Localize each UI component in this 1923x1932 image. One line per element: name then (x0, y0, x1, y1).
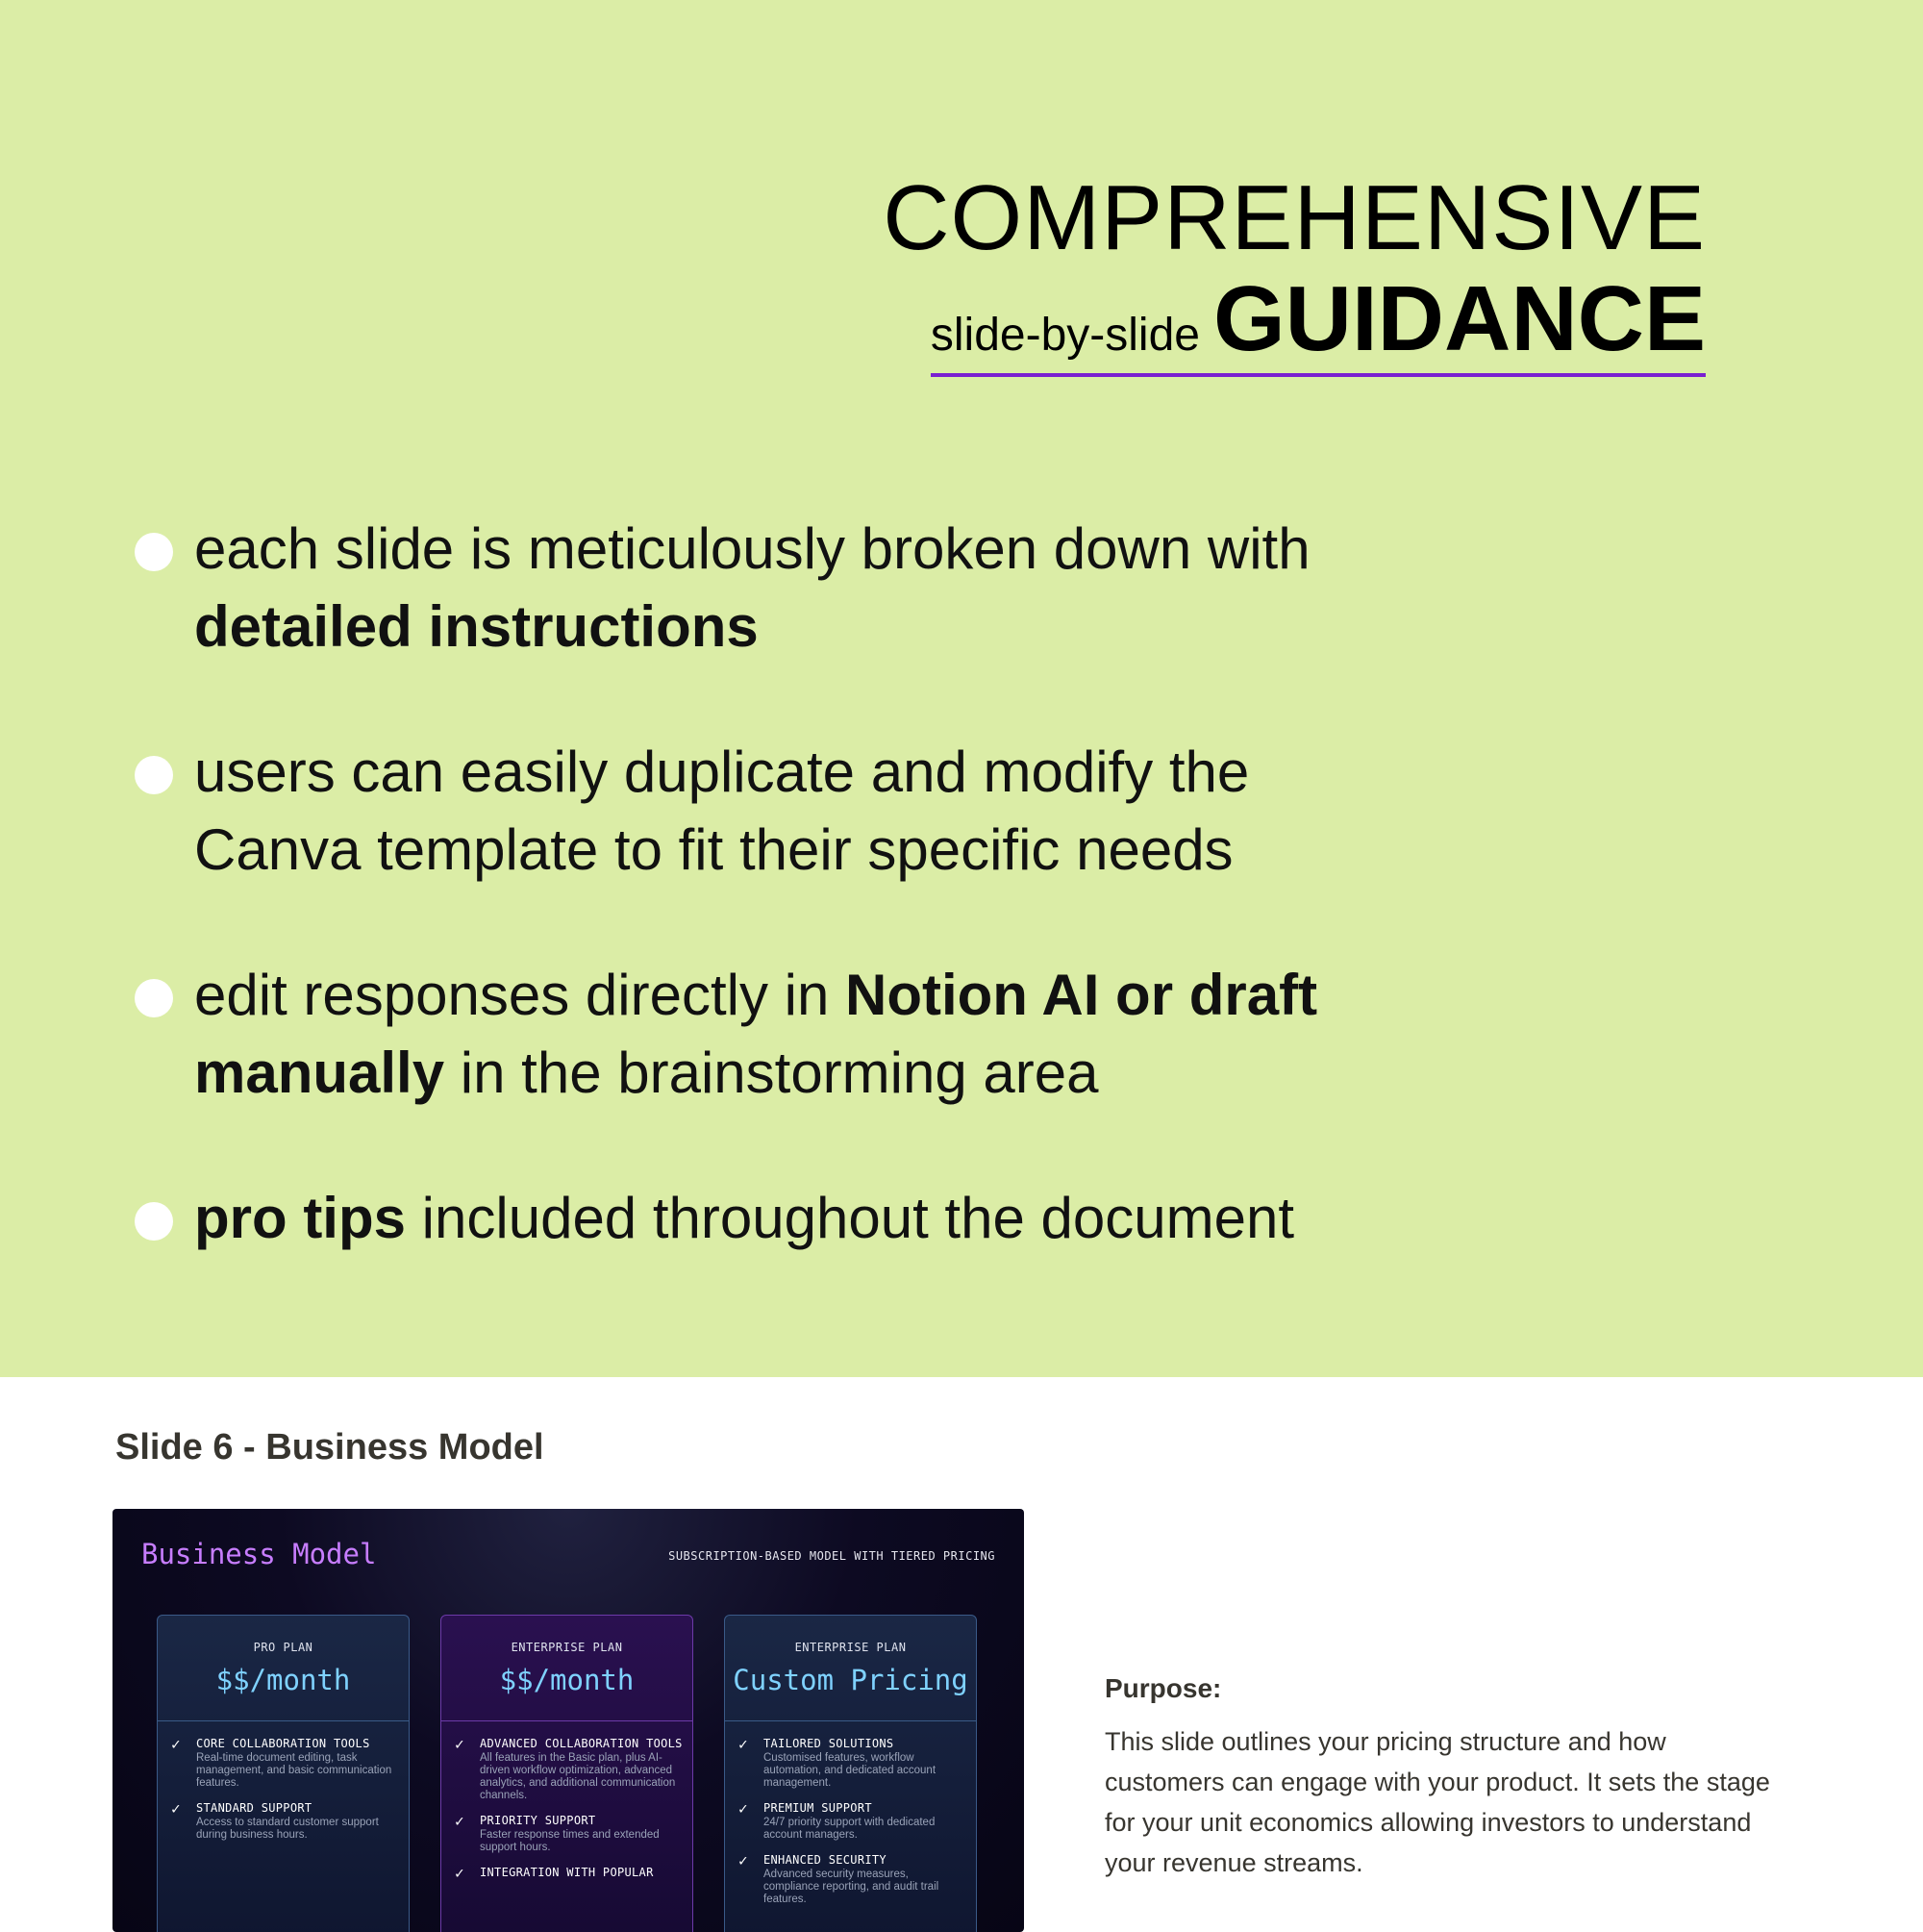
plan-card-enterprise (440, 1615, 693, 1932)
plan-card-custom (724, 1615, 977, 1932)
hero-title-line1: COMPREHENSIVE (883, 166, 1706, 269)
slide-preview-image[interactable] (112, 1509, 1024, 1932)
bullet-bold-text: pro tips (194, 1186, 406, 1250)
check-icon: ✓ (455, 1812, 464, 1830)
feature-item (455, 1814, 683, 1854)
feature-title: INTEGRATION WITH POPULAR (480, 1866, 654, 1879)
bullet-item (135, 956, 1385, 1112)
hero-title-small: slide-by-slide (930, 310, 1200, 361)
feature-title: ADVANCED COLLABORATION TOOLS (480, 1737, 683, 1750)
feature-item (738, 1737, 966, 1790)
feature-title: TAILORED SOLUTIONS (763, 1737, 894, 1750)
plan-label: PRO PLAN (253, 1641, 313, 1654)
slide-heading: Slide 6 - Business Model (115, 1427, 544, 1468)
purpose-text: This slide outlines your pricing structure and how customers can engage with your product. It sets the stage for your unit economics allowing investors to understand your revenue streams. (1105, 1727, 1770, 1877)
feature-description: 24/7 priority support with dedicated account managers. (763, 1817, 936, 1841)
feature-description: Real-time document editing, task management, and basic communication features. (196, 1752, 392, 1789)
bullet-text: users can easily duplicate and modify the Canva template to fit their specific needs (194, 740, 1250, 882)
bullet-text-after: included throughout the document (406, 1186, 1294, 1250)
check-icon: ✓ (455, 1735, 464, 1753)
bullet-item (135, 1179, 1385, 1257)
bullet-dot-icon (135, 1202, 173, 1241)
plan-label: ENTERPRISE PLAN (794, 1641, 907, 1654)
bullet-bold-text: detailed instructions (194, 594, 759, 659)
feature-description: Faster response times and extended support hours. (480, 1829, 660, 1853)
bullet-bold-text: Notion AI or draft manually (194, 963, 1318, 1105)
feature-item (738, 1801, 966, 1842)
feature-title: PRIORITY SUPPORT (480, 1814, 596, 1827)
feature-description: All features in the Basic plan, plus AI-driven workflow optimization, advanced analytics, and additional communication channels. (480, 1752, 676, 1801)
purpose-label: Purpose: (1105, 1673, 1222, 1703)
hero-title-big: GUIDANCE (1212, 267, 1706, 370)
bullet-text: edit responses directly in (194, 963, 845, 1027)
check-icon: ✓ (455, 1864, 464, 1882)
plan-header (441, 1616, 692, 1721)
feature-item (455, 1866, 683, 1880)
bullet-text-after: in the brainstorming area (444, 1041, 1099, 1105)
purpose-block (1105, 1673, 1778, 1883)
feature-title: PREMIUM SUPPORT (763, 1801, 872, 1815)
bullet-dot-icon (135, 533, 173, 571)
plan-card-pro (157, 1615, 410, 1932)
plan-price: Custom Pricing (733, 1664, 968, 1696)
check-icon: ✓ (738, 1799, 748, 1818)
preview-subtitle: SUBSCRIPTION-BASED MODEL WITH TIERED PRICING (668, 1549, 995, 1563)
check-icon: ✓ (171, 1799, 181, 1818)
plan-features (158, 1721, 409, 1842)
feature-item (171, 1737, 399, 1790)
document-section (0, 1377, 1923, 1923)
plan-header (158, 1616, 409, 1721)
check-icon: ✓ (738, 1735, 748, 1753)
feature-item (738, 1853, 966, 1906)
preview-title: Business Model (141, 1538, 377, 1570)
bullet-item (135, 510, 1385, 665)
feature-title: CORE COLLABORATION TOOLS (196, 1737, 370, 1750)
feature-bullet-list (135, 510, 1385, 1324)
plan-header (725, 1616, 976, 1721)
bullet-dot-icon (135, 756, 173, 794)
feature-description: Customised features, workflow automation, and dedicated account management. (763, 1752, 937, 1789)
feature-item (455, 1737, 683, 1802)
feature-description: Access to standard customer support during business hours. (196, 1817, 379, 1841)
feature-title: STANDARD SUPPORT (196, 1801, 312, 1815)
feature-description: Advanced security measures, compliance reporting, and audit trail features. (763, 1869, 939, 1905)
plan-label: ENTERPRISE PLAN (511, 1641, 623, 1654)
feature-item (171, 1801, 399, 1842)
bullet-item (135, 733, 1385, 889)
plan-features (441, 1721, 692, 1880)
plan-features (725, 1721, 976, 1906)
check-icon: ✓ (171, 1735, 181, 1753)
check-icon: ✓ (738, 1851, 748, 1869)
plan-price: $$/month (215, 1664, 351, 1696)
hero-title-line2 (930, 267, 1706, 377)
feature-title: ENHANCED SECURITY (763, 1853, 887, 1867)
bullet-dot-icon (135, 979, 173, 1017)
plan-price: $$/month (499, 1664, 635, 1696)
bullet-text: each slide is meticulously broken down with (194, 516, 1311, 581)
